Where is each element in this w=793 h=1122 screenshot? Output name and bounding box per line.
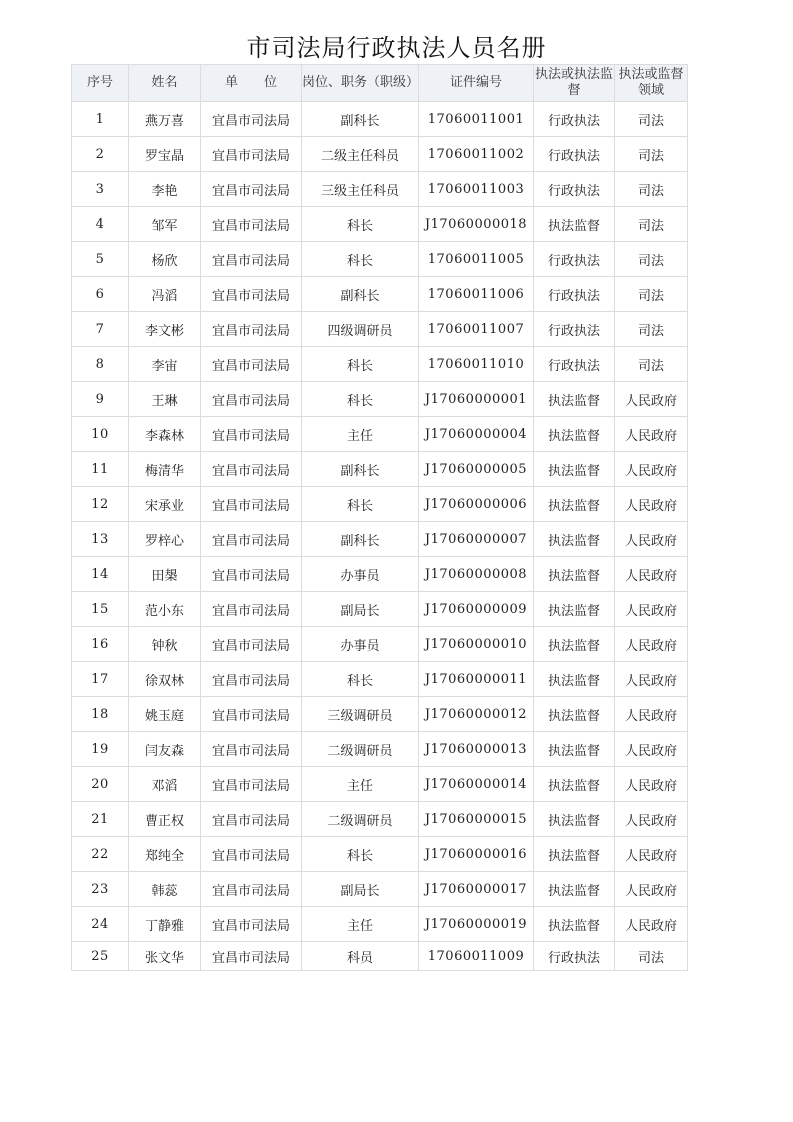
cell-enforcement-field: 司法 xyxy=(615,207,688,242)
cell-enforcement-field: 人民政府 xyxy=(615,837,688,872)
cell-enforcement-field: 人民政府 xyxy=(615,767,688,802)
cell-certificate-number: 17060011002 xyxy=(419,137,534,172)
cell-name: 罗梓心 xyxy=(129,522,201,557)
cell-certificate-number: J17060000007 xyxy=(419,522,534,557)
cell-position: 科长 xyxy=(302,207,419,242)
cell-enforcement-type: 执法监督 xyxy=(534,837,615,872)
cell-name: 燕万喜 xyxy=(129,102,201,137)
table-row xyxy=(72,452,688,487)
cell-unit: 宜昌市司法局 xyxy=(201,382,302,417)
cell-certificate-number: J17060000017 xyxy=(419,872,534,907)
table-row xyxy=(72,592,688,627)
table-row xyxy=(72,102,688,137)
cell-enforcement-field: 人民政府 xyxy=(615,522,688,557)
cell-enforcement-field: 人民政府 xyxy=(615,872,688,907)
cell-enforcement-type: 执法监督 xyxy=(534,697,615,732)
cell-name: 冯滔 xyxy=(129,277,201,312)
cell-position: 二级主任科员 xyxy=(302,137,419,172)
cell-index: 13 xyxy=(72,522,129,557)
cell-name: 田槼 xyxy=(129,557,201,592)
table-row xyxy=(72,662,688,697)
cell-certificate-number: J17060000006 xyxy=(419,487,534,522)
cell-name: 罗宝晶 xyxy=(129,137,201,172)
cell-enforcement-type: 行政执法 xyxy=(534,172,615,207)
cell-enforcement-field: 人民政府 xyxy=(615,907,688,942)
cell-position: 二级调研员 xyxy=(302,802,419,837)
cell-unit: 宜昌市司法局 xyxy=(201,732,302,767)
cell-position: 三级主任科员 xyxy=(302,172,419,207)
cell-position: 科长 xyxy=(302,382,419,417)
cell-enforcement-type: 执法监督 xyxy=(534,627,615,662)
cell-index: 8 xyxy=(72,347,129,382)
cell-index: 22 xyxy=(72,837,129,872)
cell-unit: 宜昌市司法局 xyxy=(201,837,302,872)
cell-position: 副科长 xyxy=(302,277,419,312)
cell-unit: 宜昌市司法局 xyxy=(201,662,302,697)
cell-enforcement-field: 司法 xyxy=(615,172,688,207)
table-row xyxy=(72,697,688,732)
cell-index: 17 xyxy=(72,662,129,697)
cell-enforcement-type: 执法监督 xyxy=(534,522,615,557)
table-row xyxy=(72,417,688,452)
cell-enforcement-field: 司法 xyxy=(615,942,688,971)
cell-enforcement-type: 执法监督 xyxy=(534,767,615,802)
header-name: 姓名 xyxy=(129,65,201,102)
cell-name: 闫友森 xyxy=(129,732,201,767)
cell-enforcement-type: 行政执法 xyxy=(534,102,615,137)
cell-enforcement-type: 行政执法 xyxy=(534,277,615,312)
cell-enforcement-type: 执法监督 xyxy=(534,802,615,837)
cell-unit: 宜昌市司法局 xyxy=(201,347,302,382)
cell-certificate-number: 17060011001 xyxy=(419,102,534,137)
cell-index: 24 xyxy=(72,907,129,942)
cell-unit: 宜昌市司法局 xyxy=(201,277,302,312)
cell-name: 徐双林 xyxy=(129,662,201,697)
cell-certificate-number: J17060000001 xyxy=(419,382,534,417)
cell-enforcement-field: 人民政府 xyxy=(615,487,688,522)
table-row xyxy=(72,487,688,522)
header-enforcement-type: 执法或执法监督 xyxy=(534,65,615,102)
table-row xyxy=(72,837,688,872)
cell-certificate-number: J17060000013 xyxy=(419,732,534,767)
table-row xyxy=(72,557,688,592)
cell-unit: 宜昌市司法局 xyxy=(201,697,302,732)
cell-enforcement-type: 执法监督 xyxy=(534,872,615,907)
cell-enforcement-type: 执法监督 xyxy=(534,207,615,242)
cell-index: 1 xyxy=(72,102,129,137)
table-row xyxy=(72,382,688,417)
cell-position: 科长 xyxy=(302,242,419,277)
cell-enforcement-field: 司法 xyxy=(615,137,688,172)
cell-position: 副科长 xyxy=(302,102,419,137)
cell-name: 梅清华 xyxy=(129,452,201,487)
cell-certificate-number: J17060000014 xyxy=(419,767,534,802)
cell-name: 邹军 xyxy=(129,207,201,242)
cell-name: 李宙 xyxy=(129,347,201,382)
cell-enforcement-field: 司法 xyxy=(615,312,688,347)
cell-enforcement-type: 执法监督 xyxy=(534,662,615,697)
cell-certificate-number: J17060000011 xyxy=(419,662,534,697)
cell-enforcement-type: 执法监督 xyxy=(534,592,615,627)
cell-unit: 宜昌市司法局 xyxy=(201,417,302,452)
cell-name: 王琳 xyxy=(129,382,201,417)
cell-name: 李森林 xyxy=(129,417,201,452)
cell-unit: 宜昌市司法局 xyxy=(201,942,302,971)
cell-certificate-number: 17060011007 xyxy=(419,312,534,347)
header-certificate-number: 证件编号 xyxy=(419,65,534,102)
cell-certificate-number: J17060000008 xyxy=(419,557,534,592)
cell-certificate-number: 17060011005 xyxy=(419,242,534,277)
cell-name: 韩蕊 xyxy=(129,872,201,907)
cell-position: 科长 xyxy=(302,837,419,872)
cell-enforcement-field: 人民政府 xyxy=(615,452,688,487)
cell-enforcement-type: 执法监督 xyxy=(534,417,615,452)
cell-unit: 宜昌市司法局 xyxy=(201,312,302,347)
cell-name: 邓滔 xyxy=(129,767,201,802)
cell-enforcement-field: 人民政府 xyxy=(615,382,688,417)
cell-position: 主任 xyxy=(302,767,419,802)
table-row xyxy=(72,907,688,942)
cell-position: 办事员 xyxy=(302,627,419,662)
cell-index: 19 xyxy=(72,732,129,767)
cell-enforcement-field: 司法 xyxy=(615,102,688,137)
cell-index: 18 xyxy=(72,697,129,732)
cell-unit: 宜昌市司法局 xyxy=(201,242,302,277)
cell-name: 姚玉庭 xyxy=(129,697,201,732)
cell-unit: 宜昌市司法局 xyxy=(201,802,302,837)
cell-certificate-number: J17060000012 xyxy=(419,697,534,732)
cell-name: 钟秋 xyxy=(129,627,201,662)
cell-index: 16 xyxy=(72,627,129,662)
cell-position: 科长 xyxy=(302,662,419,697)
cell-enforcement-field: 人民政府 xyxy=(615,802,688,837)
cell-unit: 宜昌市司法局 xyxy=(201,872,302,907)
cell-certificate-number: J17060000016 xyxy=(419,837,534,872)
cell-enforcement-field: 人民政府 xyxy=(615,627,688,662)
cell-name: 宋承业 xyxy=(129,487,201,522)
cell-enforcement-type: 执法监督 xyxy=(534,907,615,942)
cell-name: 杨欣 xyxy=(129,242,201,277)
cell-unit: 宜昌市司法局 xyxy=(201,627,302,662)
cell-position: 主任 xyxy=(302,907,419,942)
cell-enforcement-type: 执法监督 xyxy=(534,487,615,522)
cell-index: 7 xyxy=(72,312,129,347)
table-row xyxy=(72,802,688,837)
cell-enforcement-field: 司法 xyxy=(615,277,688,312)
cell-enforcement-field: 人民政府 xyxy=(615,697,688,732)
personnel-roster-table xyxy=(71,64,688,971)
cell-enforcement-type: 行政执法 xyxy=(534,242,615,277)
table-row xyxy=(72,627,688,662)
cell-position: 科长 xyxy=(302,347,419,382)
cell-enforcement-field: 人民政府 xyxy=(615,732,688,767)
cell-index: 4 xyxy=(72,207,129,242)
cell-index: 6 xyxy=(72,277,129,312)
cell-name: 郑纯全 xyxy=(129,837,201,872)
cell-index: 12 xyxy=(72,487,129,522)
cell-enforcement-type: 执法监督 xyxy=(534,382,615,417)
cell-unit: 宜昌市司法局 xyxy=(201,522,302,557)
cell-position: 二级调研员 xyxy=(302,732,419,767)
table-row xyxy=(72,767,688,802)
cell-enforcement-type: 执法监督 xyxy=(534,452,615,487)
cell-position: 四级调研员 xyxy=(302,312,419,347)
cell-certificate-number: J17060000015 xyxy=(419,802,534,837)
cell-unit: 宜昌市司法局 xyxy=(201,207,302,242)
header-position: 岗位、职务（职级） xyxy=(302,65,419,102)
cell-certificate-number: J17060000019 xyxy=(419,907,534,942)
cell-index: 11 xyxy=(72,452,129,487)
cell-index: 2 xyxy=(72,137,129,172)
cell-name: 李艳 xyxy=(129,172,201,207)
cell-certificate-number: J17060000010 xyxy=(419,627,534,662)
table-row xyxy=(72,942,688,971)
cell-enforcement-field: 人民政府 xyxy=(615,662,688,697)
table-row xyxy=(72,277,688,312)
table-row xyxy=(72,347,688,382)
header-index: 序号 xyxy=(72,65,129,102)
cell-unit: 宜昌市司法局 xyxy=(201,557,302,592)
table-row xyxy=(72,732,688,767)
cell-position: 三级调研员 xyxy=(302,697,419,732)
cell-name: 李文彬 xyxy=(129,312,201,347)
table-header xyxy=(72,65,688,102)
cell-enforcement-type: 行政执法 xyxy=(534,137,615,172)
cell-certificate-number: J17060000018 xyxy=(419,207,534,242)
cell-index: 20 xyxy=(72,767,129,802)
table-body xyxy=(72,102,688,971)
cell-position: 副局长 xyxy=(302,872,419,907)
cell-enforcement-field: 人民政府 xyxy=(615,557,688,592)
cell-index: 25 xyxy=(72,942,129,971)
cell-index: 5 xyxy=(72,242,129,277)
cell-unit: 宜昌市司法局 xyxy=(201,137,302,172)
cell-name: 曹正权 xyxy=(129,802,201,837)
cell-index: 15 xyxy=(72,592,129,627)
cell-position: 主任 xyxy=(302,417,419,452)
cell-enforcement-type: 行政执法 xyxy=(534,312,615,347)
cell-certificate-number: J17060000004 xyxy=(419,417,534,452)
cell-certificate-number: 17060011009 xyxy=(419,942,534,971)
cell-name: 张文华 xyxy=(129,942,201,971)
cell-index: 23 xyxy=(72,872,129,907)
table-row xyxy=(72,207,688,242)
cell-index: 3 xyxy=(72,172,129,207)
cell-enforcement-type: 行政执法 xyxy=(534,347,615,382)
cell-position: 科员 xyxy=(302,942,419,971)
cell-position: 副局长 xyxy=(302,592,419,627)
table-row xyxy=(72,172,688,207)
cell-enforcement-type: 执法监督 xyxy=(534,732,615,767)
document-title: 市司法局行政执法人员名册 xyxy=(246,34,547,62)
cell-position: 办事员 xyxy=(302,557,419,592)
cell-position: 科长 xyxy=(302,487,419,522)
cell-index: 10 xyxy=(72,417,129,452)
cell-enforcement-field: 人民政府 xyxy=(615,592,688,627)
cell-index: 9 xyxy=(72,382,129,417)
cell-enforcement-type: 行政执法 xyxy=(534,942,615,971)
cell-unit: 宜昌市司法局 xyxy=(201,487,302,522)
cell-certificate-number: 17060011003 xyxy=(419,172,534,207)
header-unit: 单 位 xyxy=(201,65,302,102)
cell-unit: 宜昌市司法局 xyxy=(201,102,302,137)
cell-enforcement-field: 司法 xyxy=(615,242,688,277)
cell-unit: 宜昌市司法局 xyxy=(201,592,302,627)
cell-index: 14 xyxy=(72,557,129,592)
cell-unit: 宜昌市司法局 xyxy=(201,767,302,802)
table-row xyxy=(72,312,688,347)
header-enforcement-field: 执法或监督领域 xyxy=(615,65,688,102)
cell-name: 范小东 xyxy=(129,592,201,627)
table-row xyxy=(72,522,688,557)
cell-unit: 宜昌市司法局 xyxy=(201,907,302,942)
cell-enforcement-field: 人民政府 xyxy=(615,417,688,452)
cell-certificate-number: J17060000005 xyxy=(419,452,534,487)
cell-certificate-number: 17060011006 xyxy=(419,277,534,312)
cell-name: 丁静雅 xyxy=(129,907,201,942)
cell-enforcement-field: 司法 xyxy=(615,347,688,382)
cell-unit: 宜昌市司法局 xyxy=(201,452,302,487)
header-row xyxy=(72,65,688,102)
cell-unit: 宜昌市司法局 xyxy=(201,172,302,207)
cell-enforcement-type: 执法监督 xyxy=(534,557,615,592)
cell-certificate-number: J17060000009 xyxy=(419,592,534,627)
cell-index: 21 xyxy=(72,802,129,837)
cell-position: 副科长 xyxy=(302,452,419,487)
cell-certificate-number: 17060011010 xyxy=(419,347,534,382)
cell-position: 副科长 xyxy=(302,522,419,557)
table-row xyxy=(72,242,688,277)
table-row xyxy=(72,137,688,172)
table-row xyxy=(72,872,688,907)
